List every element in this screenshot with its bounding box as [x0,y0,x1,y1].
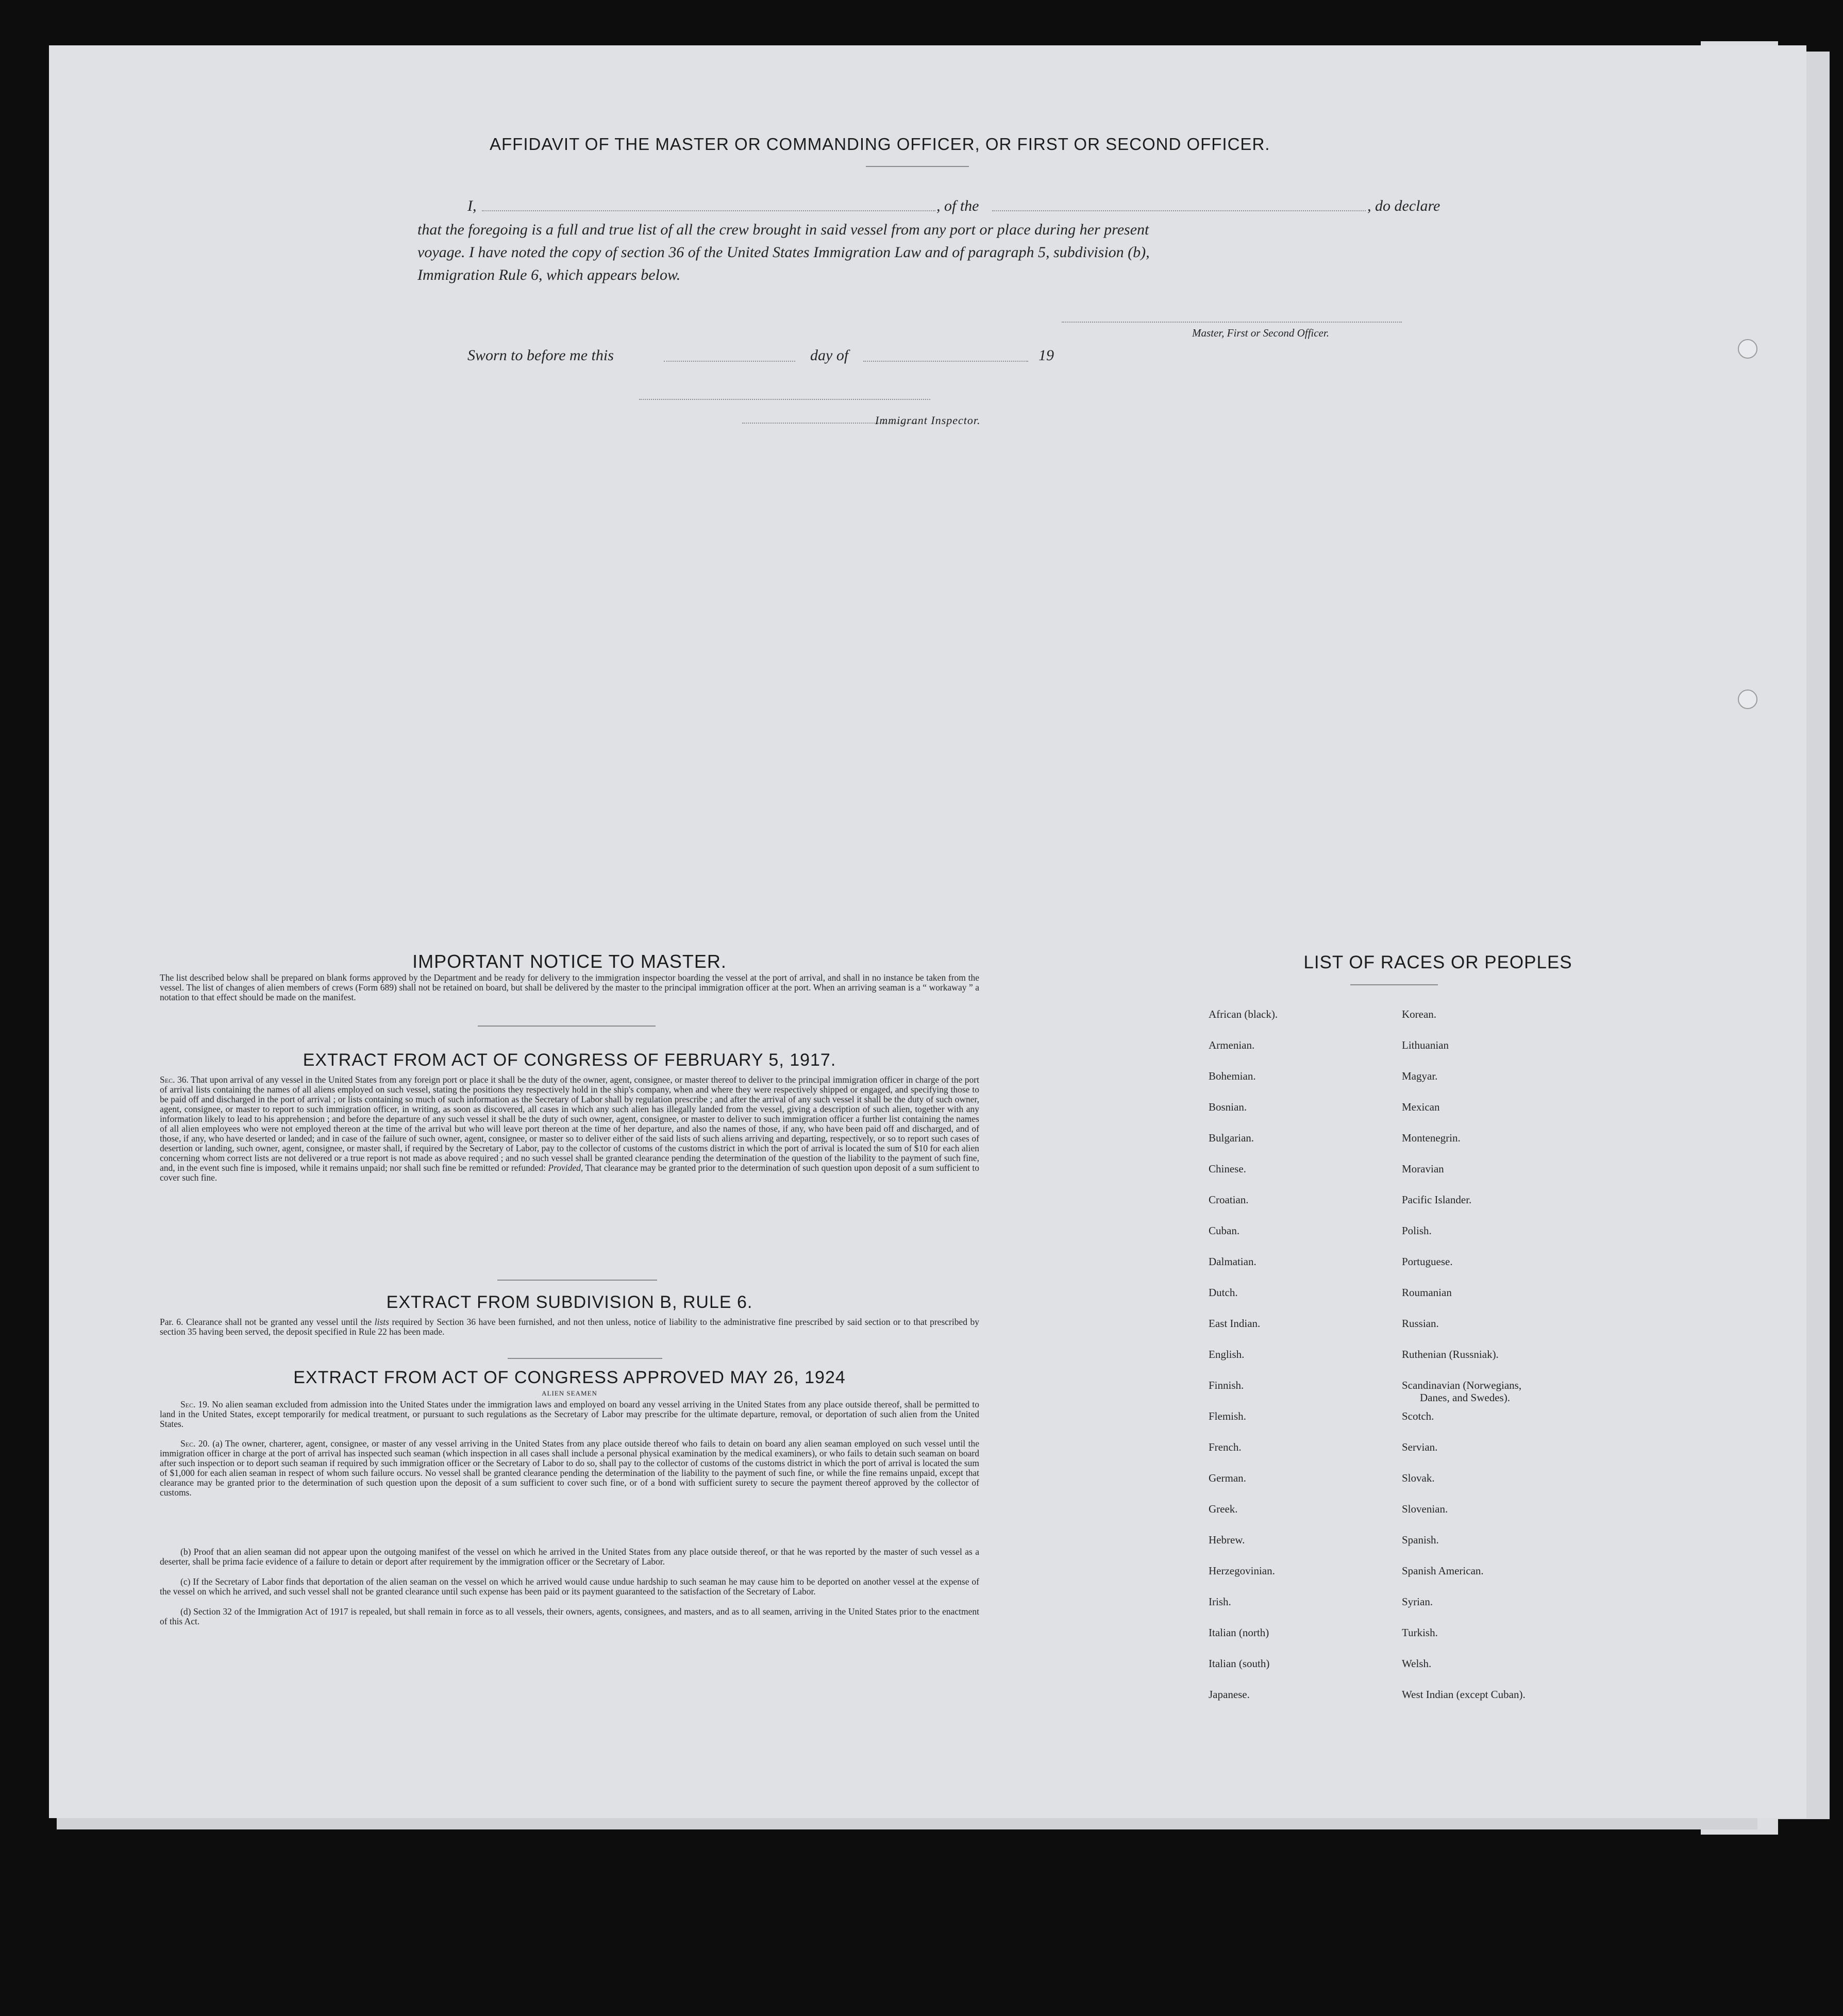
rule6-rule [508,1358,662,1359]
declarant-name-field[interactable] [482,210,935,211]
race-item: Mexican [1402,1101,1440,1113]
extract-1924-subtitle: ALIEN SEAMEN [542,1389,597,1397]
race-item: Magyar. [1402,1070,1438,1082]
race-item: Danes, and Swedes). [1420,1391,1510,1404]
extract-1924-sec19-label: Sec. 19. [180,1399,210,1409]
race-item: Pacific Islander. [1402,1194,1472,1206]
race-item: Servian. [1402,1441,1438,1453]
inspector-signature-line-1[interactable] [639,399,930,400]
races-title: LIST OF RACES OR PEOPLES [1303,952,1572,972]
extract-1924-sec19-text: No alien seaman excluded from admission into the United States under the immigration laws and employed on board any vessel arriving in the United States from any place outside thereof, shall be permitted to land in the United States, except temporarily for medical treatment, or pursuant to such regulations as the Secretary of Labor may prescribe for the ultimate departure, removal, or deportation of such alien from the United States. [160,1399,979,1429]
race-item: Portuguese. [1402,1255,1453,1268]
race-item: Syrian. [1402,1595,1433,1608]
sworn-day-field[interactable] [664,361,795,362]
race-item: Finnish. [1209,1379,1244,1391]
extract-1924-sec20b: (b) Proof that an alien seaman did not appear upon the outgoing manifest of the vessel on which he arrived in the United States from any place outside thereof, or that he was reported by the master of such vessel as a deserter, shall be prima facie evidence of a failure to detain or deport after requirement by the immigration officer or the Secretary of Labor. [160,1547,979,1567]
race-item: Slovenian. [1402,1503,1448,1515]
race-item: West Indian (except Cuban). [1402,1688,1526,1701]
declaration-line-2: that the foregoing is a full and true list of all the crew brought in said vessel from any port or place during her present [417,221,1149,238]
race-item: Russian. [1402,1317,1439,1330]
race-item: Hebrew. [1209,1534,1245,1546]
punch-hole [1738,690,1757,709]
race-item: Lithuanian [1402,1039,1449,1051]
declaration-line-4: Immigration Rule 6, which appears below. [417,266,681,283]
race-item: Dutch. [1209,1286,1238,1299]
vessel-name-field[interactable] [992,210,1366,211]
race-item: Moravian [1402,1163,1444,1175]
extract-1924-sec20d: (d) Section 32 of the Immigration Act of 1917 is repealed, but shall remain in force as to all vessels, their owners, agents, consignees, and masters, and as to all seamen, arriving in the United States prior to the enactment of this Act. [160,1606,979,1626]
race-item: Japanese. [1209,1688,1250,1701]
race-item: Bulgarian. [1209,1132,1254,1144]
race-item: Ruthenian (Russniak). [1402,1348,1499,1360]
extract-1924-title: EXTRACT FROM ACT OF CONGRESS APPROVED MAY 26, 1924 [293,1368,846,1387]
race-item: Croatian. [1209,1194,1249,1206]
race-item: Welsh. [1402,1657,1432,1670]
extract-1924-sec19 [160,1400,979,1429]
race-item: Italian (south) [1209,1657,1270,1670]
rule6-title: EXTRACT FROM SUBDIVISION B, RULE 6. [386,1292,753,1312]
notice-rule [478,1026,656,1027]
rule6-body [160,1317,979,1337]
extract-1924-sec20c: (c) If the Secretary of Labor finds that deportation of the alien seaman on the vessel on which he arrived would cause undue hardship to such seaman he may cause him to be deported on another vessel at the expense of the vessel on which he arrived, and such vessel shall not be granted clearance until such expense has been paid or its payment guaranteed to the satisfaction of the Secretary of Labor. [160,1576,979,1597]
race-item: Chinese. [1209,1163,1246,1175]
extract-1917-text-b: That clearance may be granted prior to the determination of such question upon deposit of a sum sufficient to cover such fine. [160,1163,980,1183]
race-item: Flemish. [1209,1410,1246,1422]
extract-1924-sec20a-text: (a) The owner, charterer, agent, consignee, or master of any vessel arriving in the United States from any place outside thereof who fails to detain on board any alien seaman employed on such vessel until the immigration officer in charge at the port of arrival has inspected such seaman (which inspection in all cases shall include a personal physical examination by the medical examiners), or who fails to detain such seaman on board after such inspection or to deport such seaman if required by such immigration officer or the Secretary of Labor to do so, shall pay to the collector of customs of the customs district in which the port of arrival is located the sum of $1,000 for each alien seaman in respect of whom such failure occurs. No vessel shall be granted clearance pending the determination of the liability to the payment of such fine, or while the fine remains unpaid, except that clearance may be granted prior to the determination of such question upon the deposit of a sum sufficient to cover such fine, or of a bond with sufficient surety to secure the payment thereof approved by the collector of customs. [160,1438,979,1498]
race-item: Bosnian. [1209,1101,1247,1113]
affidavit-title-rule [866,166,969,167]
race-item: Polish. [1402,1224,1432,1237]
master-signature-line[interactable] [1062,322,1402,323]
race-item: Herzegovinian. [1209,1565,1275,1577]
extract-1917-section-label: Sec. 36. [160,1074,189,1085]
sworn-day-of: day of [810,347,849,364]
race-item: Spanish. [1402,1534,1439,1546]
race-item: Scandinavian (Norwegians, [1402,1379,1522,1391]
race-item: Irish. [1209,1595,1231,1608]
extract-1917-body [160,1075,979,1183]
affidavit-title: AFFIDAVIT OF THE MASTER OR COMMANDING OFFICER, OR FIRST OR SECOND OFFICER. [490,135,1270,154]
rule6-text-a: Par. 6. Clearance shall not be granted any vessel until the [160,1317,372,1327]
declaration-of-the: , of the [936,197,979,214]
race-item: Cuban. [1209,1224,1240,1237]
rule6-lists: lists [374,1317,389,1327]
races-title-rule [1350,984,1438,985]
extract-1917-rule [497,1280,657,1281]
extract-1924-sec20-label: Sec. 20. [180,1438,210,1449]
race-item: Slovak. [1402,1472,1435,1484]
master-signature-caption: Master, First or Second Officer. [1192,327,1329,339]
race-item: East Indian. [1209,1317,1261,1330]
sworn-year-prefix: 19 [1038,347,1054,364]
race-item: Bohemian. [1209,1070,1256,1082]
document-page [49,45,1806,1818]
notice-title: IMPORTANT NOTICE TO MASTER. [412,951,727,972]
race-item: English. [1209,1348,1245,1360]
extract-1917-title: EXTRACT FROM ACT OF CONGRESS OF FEBRUARY 5, 1917. [303,1050,836,1070]
race-item: African (black). [1209,1008,1278,1020]
race-item: Scotch. [1402,1410,1434,1422]
sworn-month-field[interactable] [863,361,1028,362]
extract-1924-sec20a [160,1439,979,1498]
race-item: Dalmatian. [1209,1255,1256,1268]
race-item: Spanish American. [1402,1565,1484,1577]
declaration-do-declare: , do declare [1367,197,1440,214]
race-item: Italian (north) [1209,1626,1269,1639]
rule6-text-b: required by Section 36 have been furnished, and not then unless, notice of liability to the administrative fine prescribed by said section or to that prescribed by section 35 having been served, the deposit specified in Rule 22 has been made. [160,1317,980,1337]
race-item: German. [1209,1472,1246,1484]
race-item: Armenian. [1209,1039,1255,1051]
race-item: Turkish. [1402,1626,1438,1639]
extract-1917-provided: Provided, [548,1163,583,1173]
sworn-text: Sworn to before me this [467,347,614,364]
declaration-i: I, [467,197,477,214]
race-item: Korean. [1402,1008,1437,1020]
inspector-caption: Immigrant Inspector. [875,414,981,427]
race-item: Roumanian [1402,1286,1452,1299]
punch-hole [1738,339,1757,359]
extract-1917-text-a: That upon arrival of any vessel in the United States from any foreign port or place it shall be the duty of the owner, agent, consignee, or master thereof to deliver to the principal immigration officer in charge of the port of arrival lists containing the names of all aliens employed on such vessel, stating the positions they respectively hold in the ship's company, when and where they were respectively shipped or engaged, and specifying those to be paid off and discharged in the port of arrival ; or lists containing so much of such information as the Secretary of Labor shall by regulation prescribe ; and after the arrival of any such vessel it shall be the duty of such owner, agent, consignee, or master to report to such immigration officer, in writing, as soon as discovered, all cases in which any such alien has illegally landed from the vessel, giving a description of such alien, together with any information likely to lead to his apprehension ; and before the departure of any such vessel it shall be the duty of such owner, agent, consignee, or master to deliver to such immigration officer a further list containing the names of all alien employees who were not employed thereon at the time of the arrival but who will leave port thereon at the time of her departure, and also the names of those, if any, who have been paid off and discharged, and of those, if any, who have deserted or landed; and in case of the failure of such owner, agent, consignee, or master so to deliver either of the said lists of such aliens arriving and departing, respectively, or so to report such cases of desertion or landing, such owner, agent, consignee, or master shall, if required by the Secretary of Labor, pay to the collector of customs of the customs district in which the port of arrival is located the sum of $10 for each alien concerning whom correct lists are not delivered or a true report is not made as above required ; and no such vessel shall be granted clearance pending the determination of the question of the liability to the payment of such fine, and, in the event such fine is imposed, while it remains unpaid; nor shall such fine be remitted or refunded: [160,1074,980,1173]
declaration-line-3: voyage. I have noted the copy of section 36 of the United States Immigration Law and of paragraph 5, subdivision (b), [417,244,1150,261]
race-item: Montenegrin. [1402,1132,1461,1144]
race-item: Greek. [1209,1503,1238,1515]
notice-body: The list described below shall be prepared on blank forms approved by the Department and be ready for delivery to the immigration inspector boarding the vessel at the port of arrival, and shall in no instance be taken from the vessel. The list of changes of alien members of crews (Form 689) shall not be retained on board, but shall be delivered by the master to the principal immigration officer at the port. When an arriving seaman is a “ workaway ” a notation to that effect should be made on the manifest. [160,972,979,1002]
race-item: French. [1209,1441,1242,1453]
